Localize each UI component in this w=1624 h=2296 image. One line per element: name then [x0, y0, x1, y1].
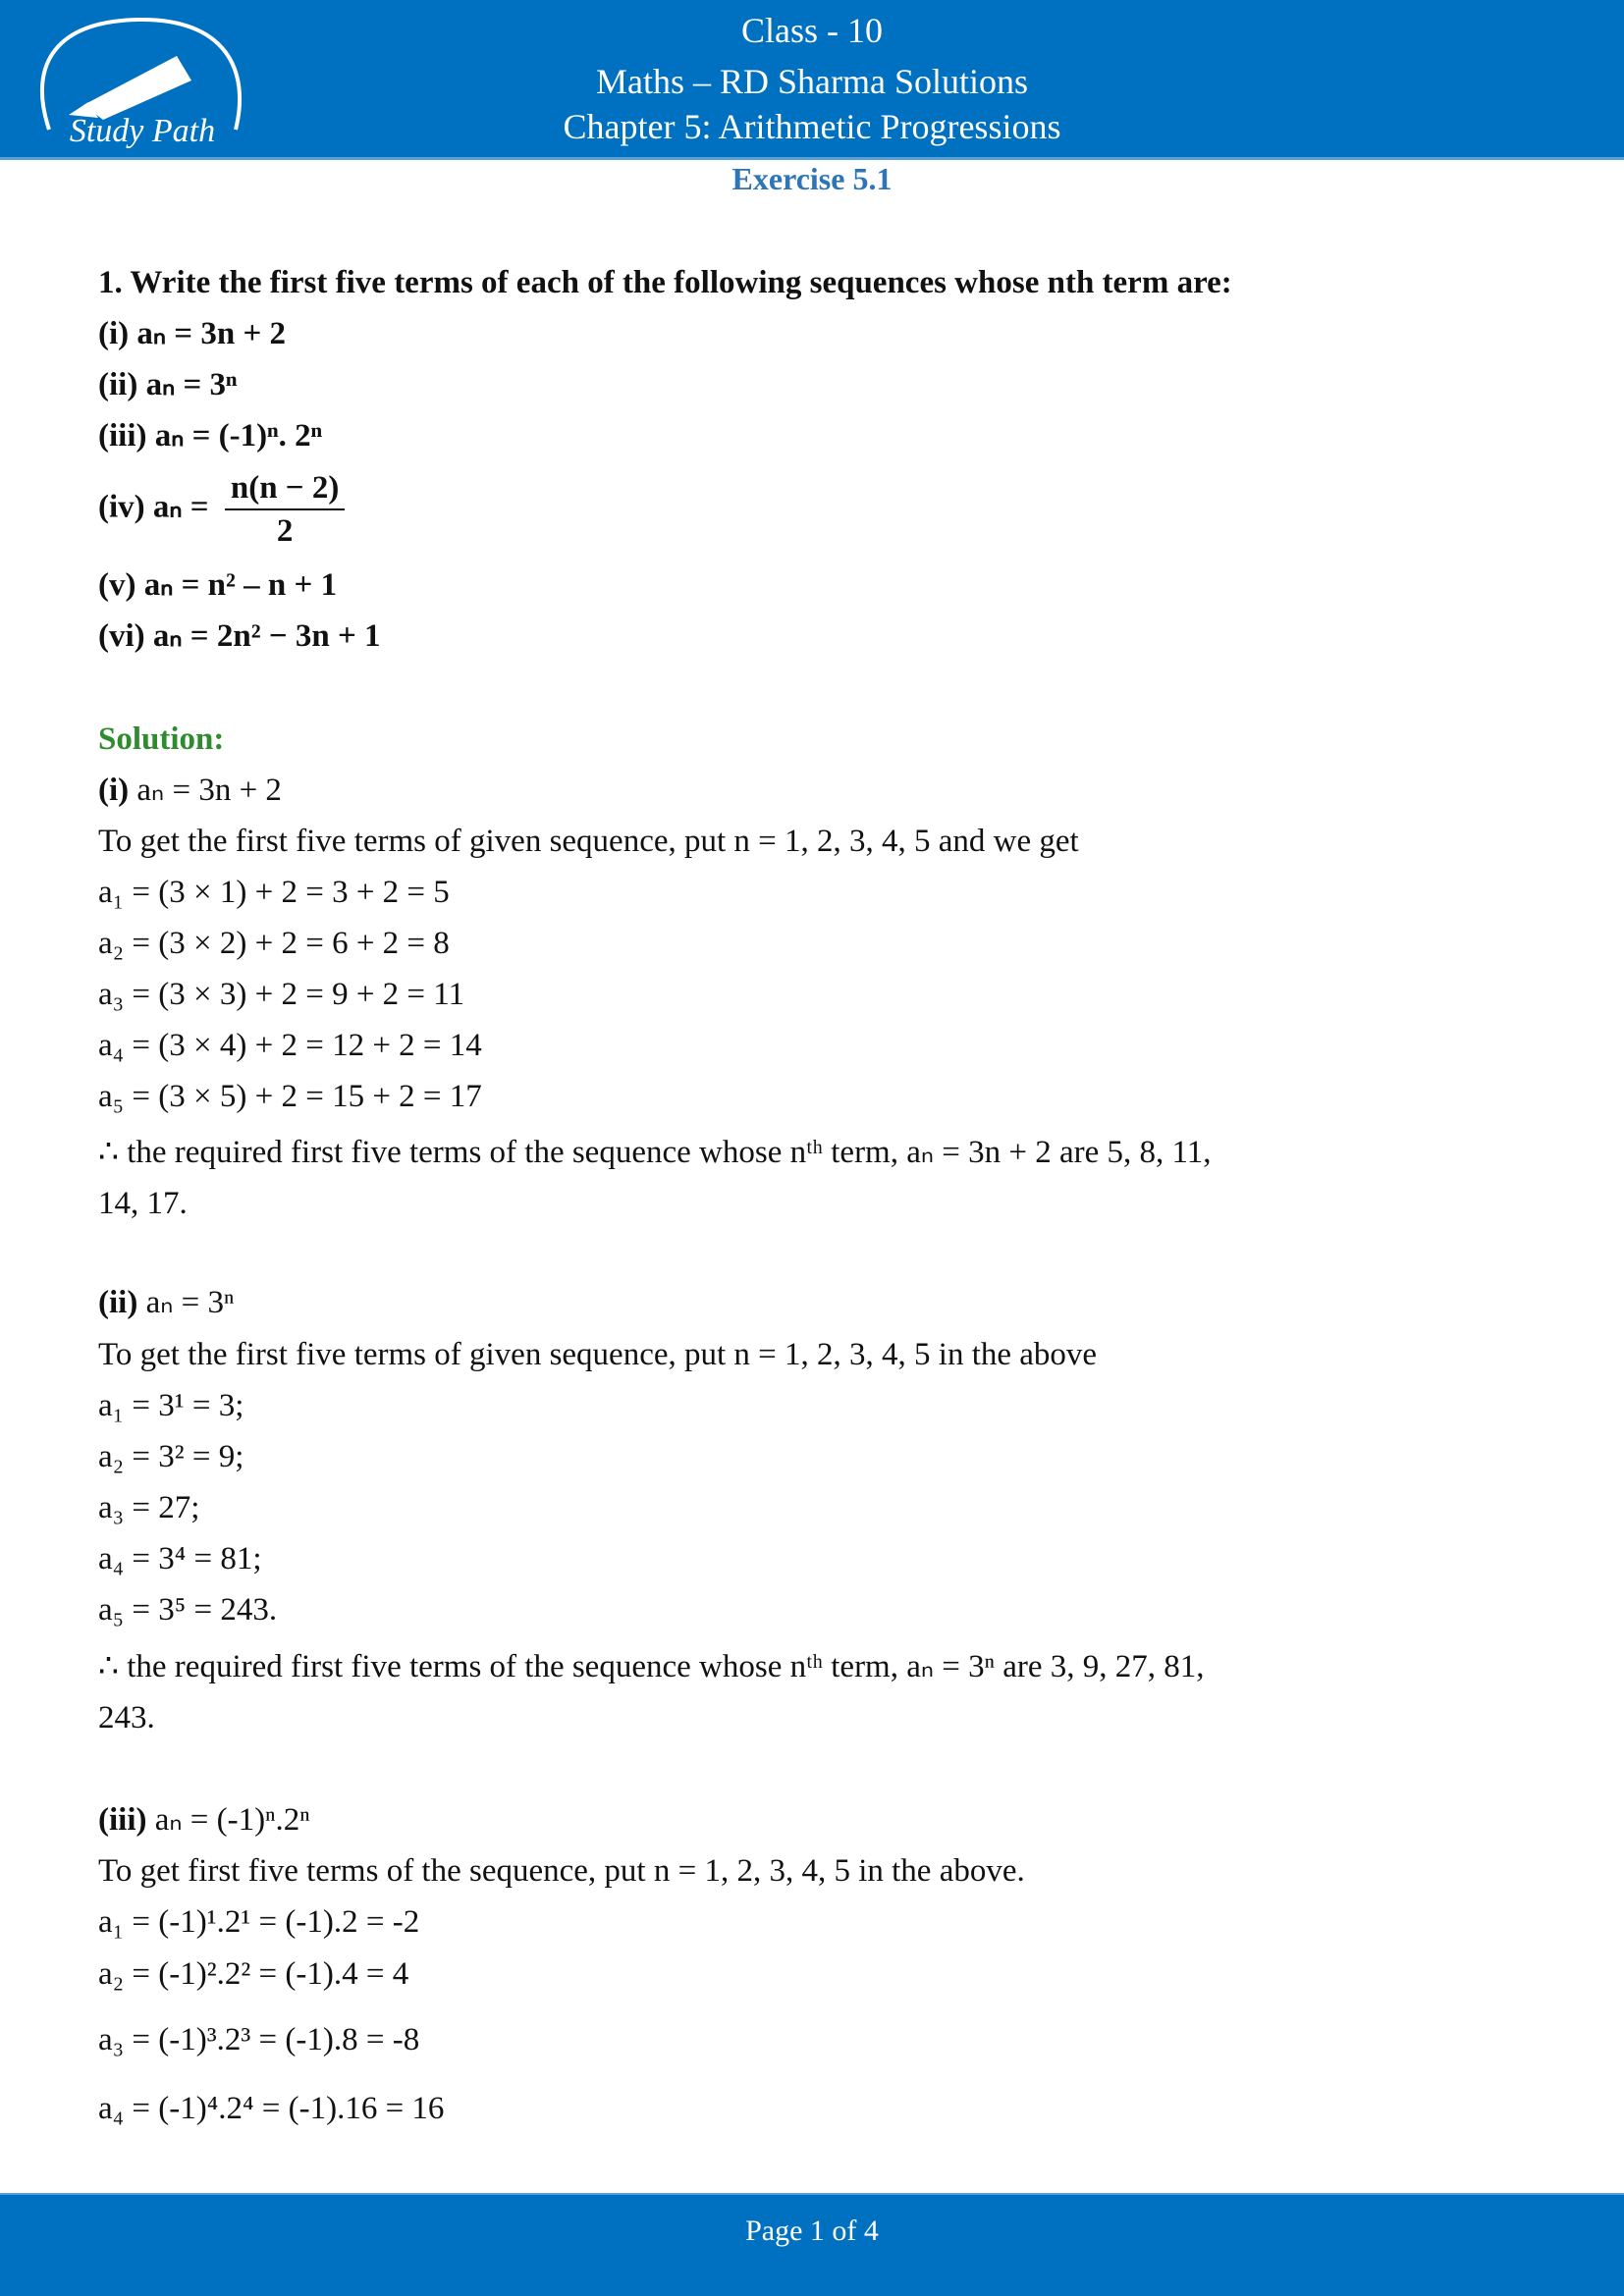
solution-line: To get the first five terms of given sequence, put n = 1, 2, 3, 4, 5 and we get	[98, 824, 1079, 859]
solution-line: 243.	[98, 1700, 155, 1735]
fraction-numerator: n(n − 2)	[225, 467, 346, 510]
question-part: (ii) aₙ = 3ⁿ	[98, 367, 238, 402]
solution-line: a₄ = (3 × 4) + 2 = 12 + 2 = 14	[98, 1028, 482, 1063]
question-title: 1. Write the first five terms of each of the following sequences whose nth term are:	[98, 265, 1232, 300]
solution-line: a₂ = 3² = 9;	[98, 1439, 244, 1474]
question-part: (v) aₙ = n² – n + 1	[98, 567, 338, 603]
exercise-title: Exercise 5.1	[731, 161, 893, 196]
fraction	[225, 467, 346, 552]
question-part: (iv) aₙ =	[98, 489, 209, 525]
solution-line: To get first five terms of the sequence, put n = 1, 2, 3, 4, 5 in the above.	[98, 1853, 1025, 1889]
question-part: (vi) aₙ = 2n² − 3n + 1	[98, 618, 381, 654]
solution-part-heading: (ii) aₙ = 3ⁿ	[98, 1285, 235, 1320]
solution-line: a₂ = (-1)².2² = (-1).4 = 4	[98, 1956, 409, 1992]
fraction-denominator: 2	[276, 513, 294, 549]
chapter-title: Chapter 5: Arithmetic Progressions	[563, 107, 1061, 146]
solution-line: a₃ = 27;	[98, 1490, 200, 1525]
solution-line: a₃ = (-1)³.2³ = (-1).8 = -8	[98, 2022, 420, 2057]
solution-line: 14, 17.	[98, 1186, 188, 1221]
svg-text:Study Path: Study Path	[69, 113, 216, 149]
class-title: Class - 10	[741, 11, 883, 50]
solution-label: Solution:	[98, 721, 225, 757]
study-path-logo	[29, 12, 255, 154]
question-part: (iii) aₙ = (-1)ⁿ. 2ⁿ	[98, 418, 323, 454]
solution-part-heading: (i) aₙ = 3n + 2	[98, 773, 282, 808]
solution-line: a₁ = (-1)¹.2¹ = (-1).2 = -2	[98, 1904, 420, 1940]
solution-line: a₄ = (-1)⁴.2⁴ = (-1).16 = 16	[98, 2091, 445, 2126]
solution-line: a₅ = (3 × 5) + 2 = 15 + 2 = 17	[98, 1079, 482, 1114]
part-number: (i)	[98, 773, 130, 808]
question-part-iv	[98, 467, 345, 552]
solution-line: ∴ the required first five terms of the sequence whose nᵗʰ term, aₙ = 3ⁿ are 3, 9, 27, 81,	[98, 1649, 1205, 1684]
solution-part-heading: (iii) aₙ = (-1)ⁿ.2ⁿ	[98, 1802, 310, 1838]
solution-line: a₅ = 3⁵ = 243.	[98, 1592, 278, 1628]
part-number: (iii)	[98, 1802, 147, 1838]
solution-line: a₂ = (3 × 2) + 2 = 6 + 2 = 8	[98, 926, 450, 961]
solution-line: a₃ = (3 × 3) + 2 = 9 + 2 = 11	[98, 977, 465, 1012]
solution-line: To get the first five terms of given sequence, put n = 1, 2, 3, 4, 5 in the above	[98, 1337, 1098, 1372]
page-header	[0, 0, 1624, 160]
solution-line: ∴ the required first five terms of the sequence whose nᵗʰ term, aₙ = 3n + 2 are 5, 8, 11,	[98, 1135, 1212, 1170]
part-number: (ii)	[98, 1285, 138, 1320]
solution-line: a₁ = (3 × 1) + 2 = 3 + 2 = 5	[98, 875, 450, 910]
subject-title: Maths – RD Sharma Solutions	[595, 62, 1028, 101]
page-number: Page 1 of 4	[745, 2215, 879, 2247]
page-footer	[0, 2193, 1624, 2296]
question-part: (i) aₙ = 3n + 2	[98, 316, 287, 351]
solution-line: a₄ = 3⁴ = 81;	[98, 1541, 262, 1576]
solution-line: a₁ = 3¹ = 3;	[98, 1388, 244, 1423]
